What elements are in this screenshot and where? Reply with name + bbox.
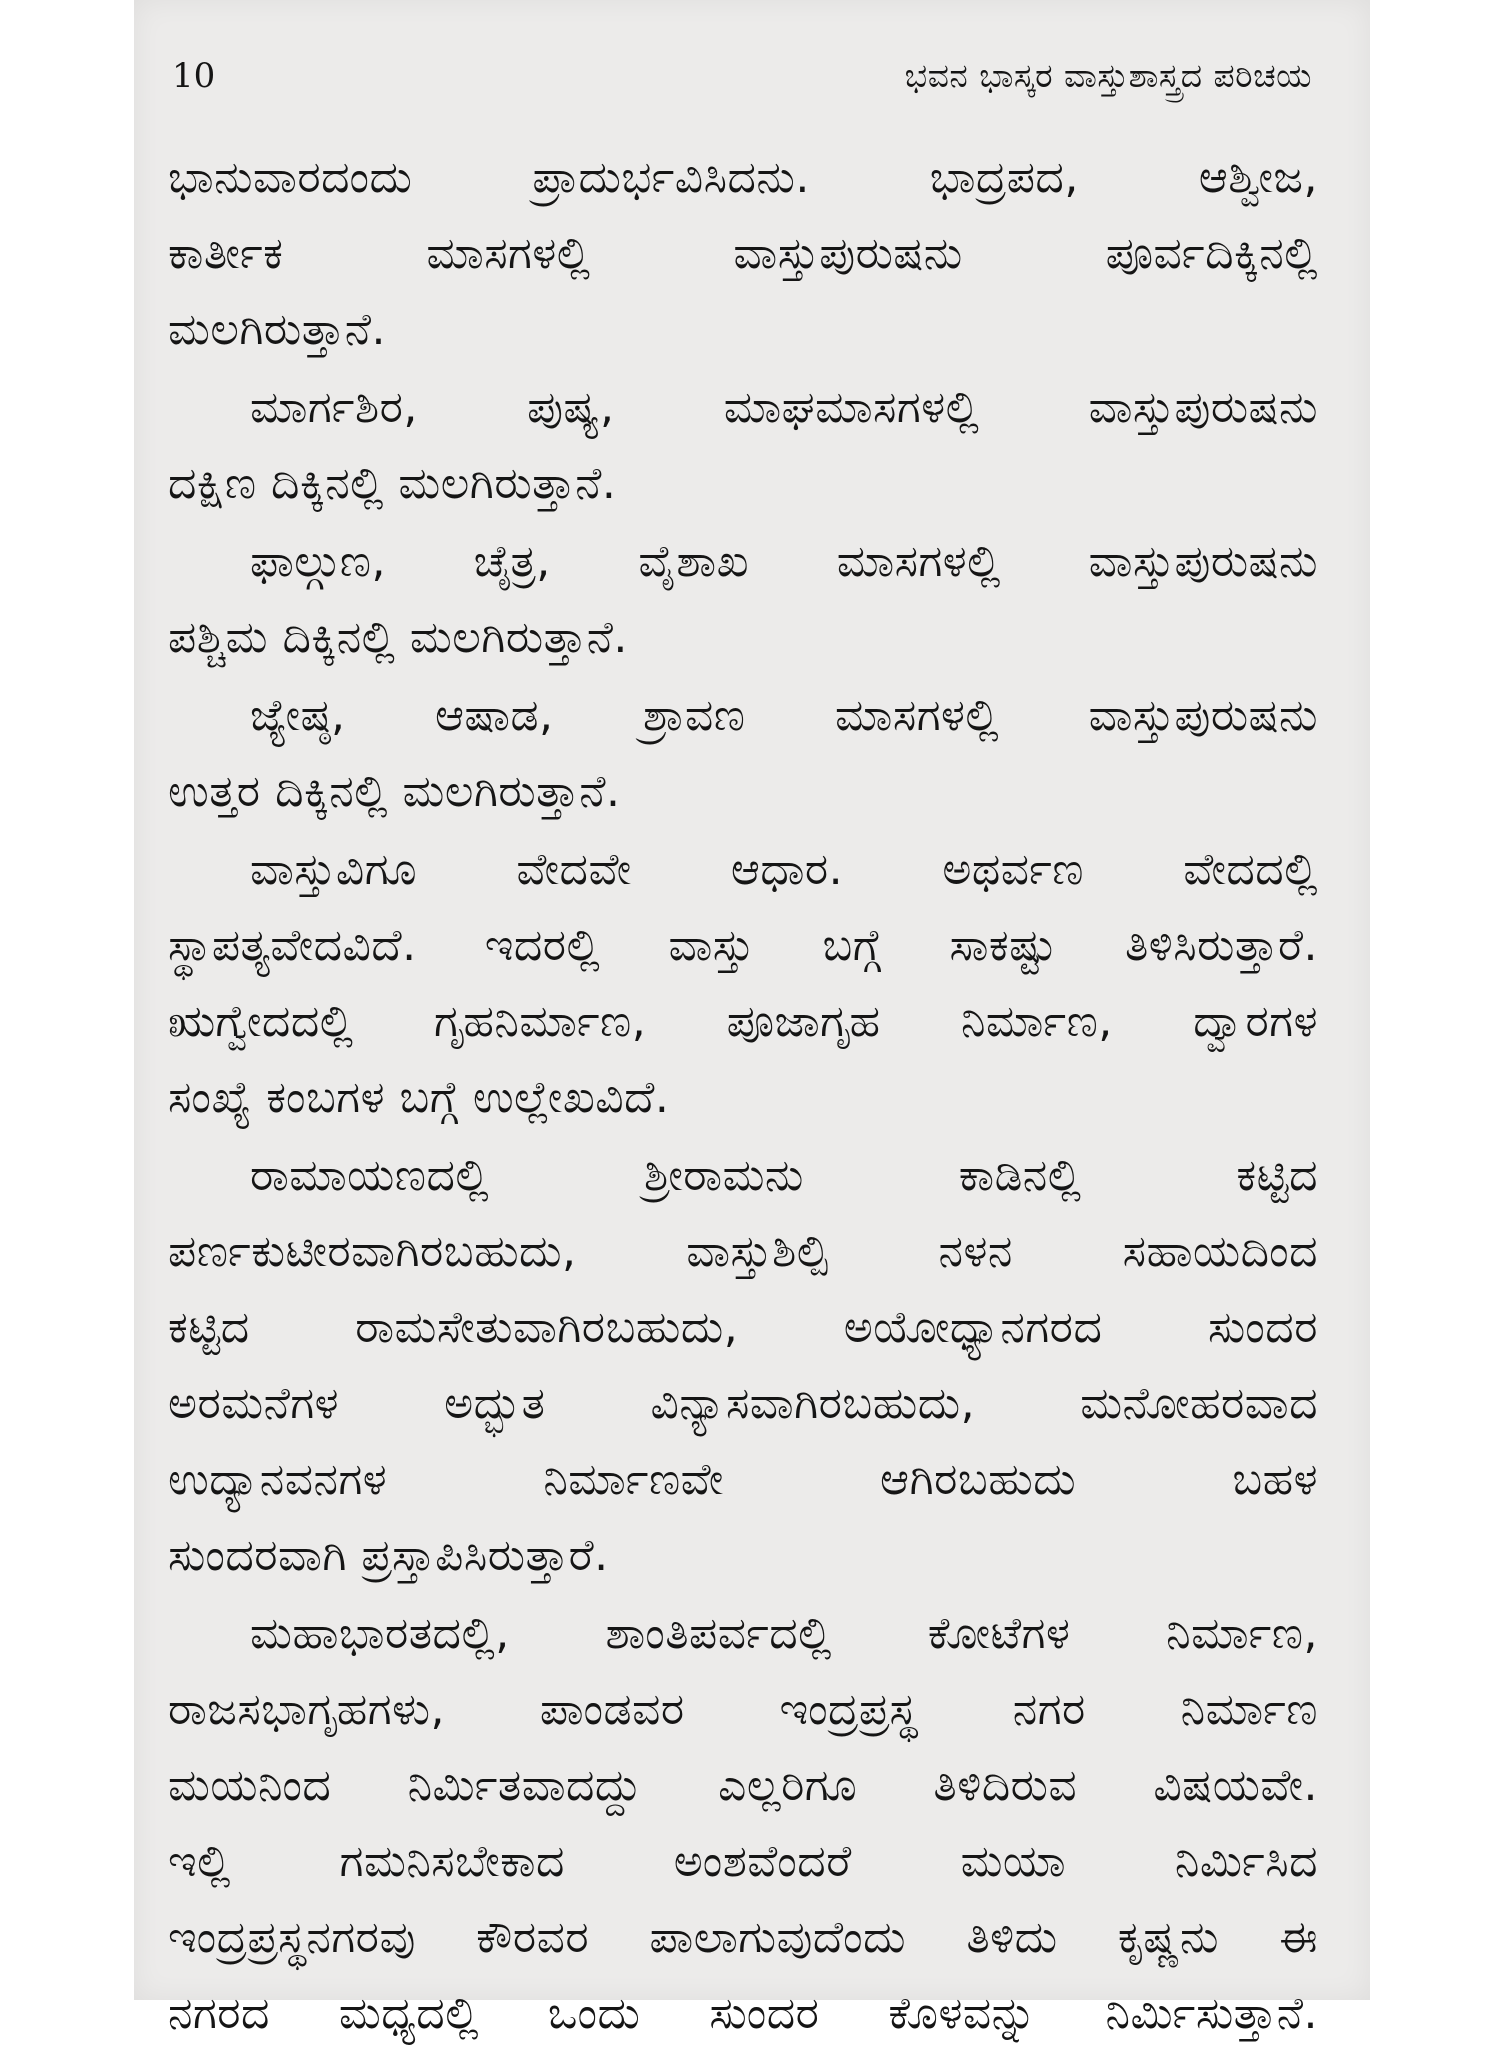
text-line: ಪಶ್ಚಿಮ ದಿಕ್ಕಿನಲ್ಲಿ ಮಲಗಿರುತ್ತಾನೆ. [168,612,628,663]
text-line: ರಾಮಾಯಣದಲ್ಲಿ ಶ್ರೀರಾಮನು ಕಾಡಿನಲ್ಲಿ ಕಟ್ಟಿದ [250,1150,1318,1201]
paragraph [168,832,1318,1136]
text-line: ಋಗ್ವೇದದಲ್ಲಿ ಗೃಹನಿರ್ಮಾಣ, ಪೂಜಾಗೃಹ ನಿರ್ಮಾಣ, ದ್ವಾರಗಳ [168,996,1318,1047]
text-line: ಮಹಾಭಾರತದಲ್ಲಿ, ಶಾಂತಿಪರ್ವದಲ್ಲಿ ಕೋಟೆಗಳ ನಿರ್ಮಾಣ, [250,1608,1318,1659]
book-page [134,0,1370,2039]
text-line: ಸಂಖ್ಯೆ ಕಂಬಗಳ ಬಗ್ಗೆ ಉಲ್ಲೇಖವಿದೆ. [168,1072,670,1123]
page-number: 10 [172,56,216,96]
body-text [168,140,1318,2052]
text-line: ವಾಸ್ತುವಿಗೂ ವೇದವೇ ಆಧಾರ. ಅಥರ್ವಣ ವೇದದಲ್ಲಿ [250,844,1318,895]
text-line: ಸುಂದರವಾಗಿ ಪ್ರಸ್ತಾಪಿಸಿರುತ್ತಾರೆ. [168,1530,609,1581]
paragraph [168,1596,1318,2052]
text-line: ಇಂದ್ರಪ್ರಸ್ಥನಗರವು ಕೌರವರ ಪಾಲಾಗುವುದೆಂದು ತಿಳಿದು ಕೃಷ್ಣನು ಈ [168,1912,1318,1963]
paragraph [168,370,1318,522]
text-line: ಇಲ್ಲಿ ಗಮನಿಸಬೇಕಾದ ಅಂಶವೆಂದರೆ ಮಯಾ ನಿರ್ಮಿಸಿದ [168,1836,1318,1887]
running-title: ಭವನ ಭಾಸ್ಕರ ವಾಸ್ತುಶಾಸ್ತ್ರದ ಪರಿಚಯ [904,56,1312,95]
text-line: ಮಯನಿಂದ ನಿರ್ಮಿತವಾದದ್ದು ಎಲ್ಲರಿಗೂ ತಿಳಿದಿರುವ ವಿಷಯವೇ. [168,1760,1318,1811]
text-line: ಭಾನುವಾರದಂದು ಪ್ರಾದುರ್ಭವಿಸಿದನು. ಭಾದ್ರಪದ, ಆಶ್ವೀಜ, [168,152,1318,203]
text-line: ಅರಮನೆಗಳ ಅದ್ಭುತ ವಿನ್ಯಾಸವಾಗಿರಬಹುದು, ಮನೋಹರವಾದ [168,1378,1318,1429]
text-line: ನಗರದ ಮಧ್ಯದಲ್ಲಿ ಒಂದು ಸುಂದರ ಕೊಳವನ್ನು ನಿರ್ಮಿಸುತ್ತಾನೆ. [168,1988,1318,2039]
text-line: ಫಾಲ್ಗುಣ, ಚೈತ್ರ, ವೈಶಾಖ ಮಾಸಗಳಲ್ಲಿ ವಾಸ್ತುಪುರುಷನು [250,536,1318,587]
text-line: ಮಲಗಿರುತ್ತಾನೆ. [168,304,386,355]
text-line: ಉತ್ತರ ದಿಕ್ಕಿನಲ್ಲಿ ಮಲಗಿರುತ್ತಾನೆ. [168,766,621,817]
text-line: ಸ್ಥಾಪತ್ಯವೇದವಿದೆ. ಇದರಲ್ಲಿ ವಾಸ್ತು ಬಗ್ಗೆ ಸಾಕಷ್ಟು ತಿಳಿಸಿರುತ್ತಾರೆ. [168,920,1318,971]
text-line: ಕಾರ್ತೀಕ ಮಾಸಗಳಲ್ಲಿ ವಾಸ್ತುಪುರುಷನು ಪೂರ್ವದಿಕ್ಕಿನಲ್ಲಿ [168,228,1318,279]
text-line: ಉದ್ಯಾನವನಗಳ ನಿರ್ಮಾಣವೇ ಆಗಿರಬಹುದು ಬಹಳ [168,1454,1318,1505]
text-line: ಪರ್ಣಕುಟೀರವಾಗಿರಬಹುದು, ವಾಸ್ತುಶಿಲ್ಪಿ ನಳನ ಸಹಾಯದಿಂದ [168,1226,1318,1277]
text-line: ಮಾರ್ಗಶಿರ, ಪುಷ್ಯ, ಮಾಘಮಾಸಗಳಲ್ಲಿ ವಾಸ್ತುಪುರುಷನು [250,382,1318,433]
paragraph [168,524,1318,676]
running-header [172,48,1312,104]
text-line: ಕಟ್ಟಿದ ರಾಮಸೇತುವಾಗಿರಬಹುದು, ಅಯೋಧ್ಯಾನಗರದ ಸುಂದರ [168,1302,1318,1353]
paragraph [168,678,1318,830]
text-line: ದಕ್ಷಿಣ ದಿಕ್ಕಿನಲ್ಲಿ ಮಲಗಿರುತ್ತಾನೆ. [168,458,617,509]
paragraph [168,140,1318,368]
text-line: ಜ್ಯೇಷ್ಠ, ಆಷಾಡ, ಶ್ರಾವಣ ಮಾಸಗಳಲ್ಲಿ ವಾಸ್ತುಪುರುಷನು [250,690,1318,741]
paragraph [168,1138,1318,1594]
text-line: ರಾಜಸಭಾಗೃಹಗಳು, ಪಾಂಡವರ ಇಂದ್ರಪ್ರಸ್ಥ ನಗರ ನಿರ್ಮಾಣ [168,1684,1318,1735]
